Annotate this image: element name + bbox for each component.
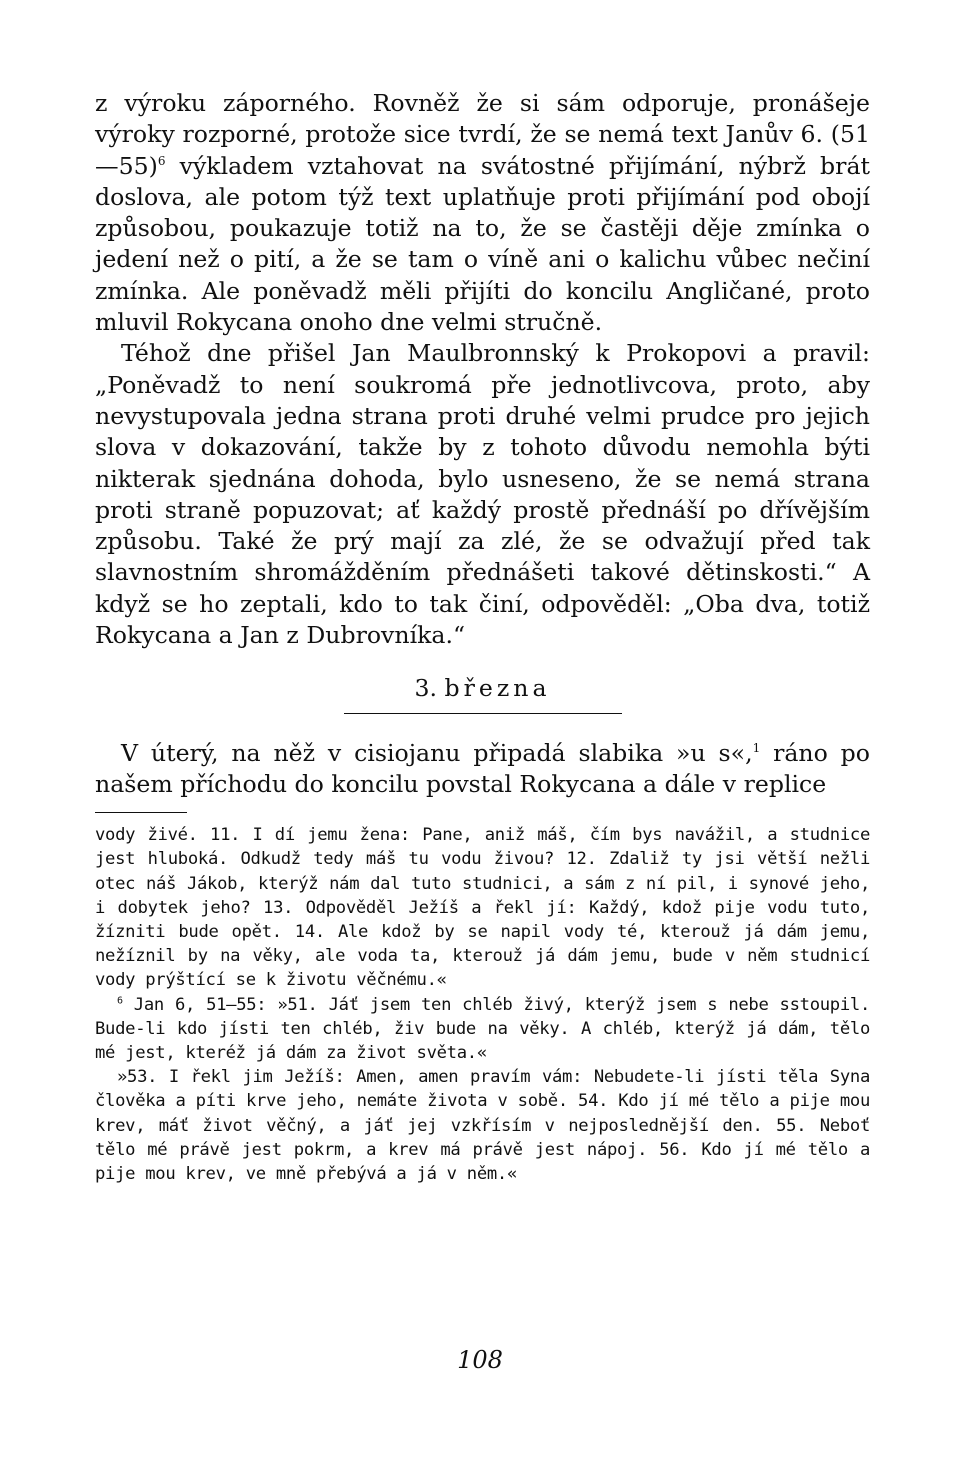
footnote-6-marker: 6 bbox=[117, 994, 123, 1006]
footnotes bbox=[95, 823, 870, 1186]
footnote-continuation: vody živé. 11. I dí jemu žena: Pane, aniž máš, čím bys navážil, a studnice jest hluboká. Odkudž tedy máš tu vodu živou? 12. Zdaliž ty jsi větší nežli otec náš Jákob, kterýž nám dal tuto studnici, a sám z ní pil, i synové jeho, i dobytek jeho? 13. Odpověděl Ježíš a řekl jí: Každý, kdož pije vodu tuto, žízniti bude opět. 14. Ale kdož by se napil vody té, kterouž já dám jemu, nežíznil by na věky, ale voda ta, kterouž já dám jemu, bude v něm studnicí vody prýštící se k životu věčnému.« bbox=[95, 825, 870, 991]
footnote-ref-6: 6 bbox=[157, 153, 166, 168]
date-heading-month: března bbox=[444, 674, 551, 703]
paragraph-3-text-a: V úterý, na něž v cisiojanu připadá slabika »u s«, bbox=[121, 738, 753, 767]
footnote-6-continued: »53. I řekl jim Ježíš: Amen, amen pravím vám: Nebudete-li jísti těla Syna člověka a píti krve jeho, nemáte života v sobě. 54. Kdo jí mé tělo a pije mou krev, máť život věčný, a jáť jej vzkřísím v nejposlednější den. 55. Neboť tělo mé právě jest pokrm, a krev má právě jest nápoj. 56. Kdo jí mé tělo a pije mou krev, ve mně přebývá a já v něm.« bbox=[95, 1067, 870, 1185]
paragraph-3-text-b: ráno po našem příchodu do koncilu povstal Rokycana a dále v replice bbox=[95, 738, 870, 798]
heading-rule bbox=[344, 713, 622, 714]
footnote-ref-1: 1 bbox=[752, 740, 761, 755]
paragraph-1-text-a: z výroku záporného. Rovněž že si sám odporuje, pronášeje výroky rozporné, protože sice tvrdí, že se nemá text Janův 6. (51—55) bbox=[95, 89, 870, 180]
page-number: 108 bbox=[457, 1346, 503, 1374]
date-heading-number: 3. bbox=[414, 674, 437, 703]
date-heading bbox=[95, 673, 870, 704]
paragraph-2: Téhož dne přišel Jan Maulbronnský k Prokopovi a pravil: „Poněvadž to není soukromá pře jednotlivcova, proto, aby nevystupovala jedna strana proti druhé velmi prudce pro jejich slova v dokazování, takže by z tohoto důvodu nemohla býti nikterak sjednána dohoda, bylo usneseno, že se nemá strana proti straně popuzovat; ať každý prostě přednáší po dřívějším způsobu. Také že prý mají za zlé, že se odvažují před tak slavnostním shromážděním přednášeti takové dětinskosti.“ A když se ho zeptali, kdo to tak činí, odpověděl: „Oba dva, totiž Rokycana a Jan z Dubrovníka.“ bbox=[95, 339, 870, 650]
paragraph-1 bbox=[95, 88, 870, 338]
page-body bbox=[95, 88, 870, 1186]
footnote-rule bbox=[95, 812, 187, 813]
paragraph-3 bbox=[95, 738, 870, 801]
footnote-6 bbox=[95, 993, 870, 1066]
paragraph-1-text-b: výkladem vztahovat na svátostné přijímání, nýbrž brát doslova, ale potom týž text uplatňuje proti přijímání pod obojí způsobou, poukazuje totiž na to, že se častěji děje zmínka o jedení než o pití, a že se tam o víně ani o kalichu vůbec nečiní zmínka. Ale poněvadž měli přijíti do koncilu Angličané, proto mluvil Rokycana onoho dne velmi stručně. bbox=[95, 151, 870, 337]
footnote-6-text: Jan 6, 51—55: »51. Jáť jsem ten chléb živý, kterýž jsem s nebe sstoupil. Bude-li kdo jísti ten chléb, živ bude na věky. A chléb, kterýž já dám, tělo mé jest, kteréž já dám za život světa.« bbox=[95, 994, 870, 1064]
main-text bbox=[95, 88, 870, 800]
